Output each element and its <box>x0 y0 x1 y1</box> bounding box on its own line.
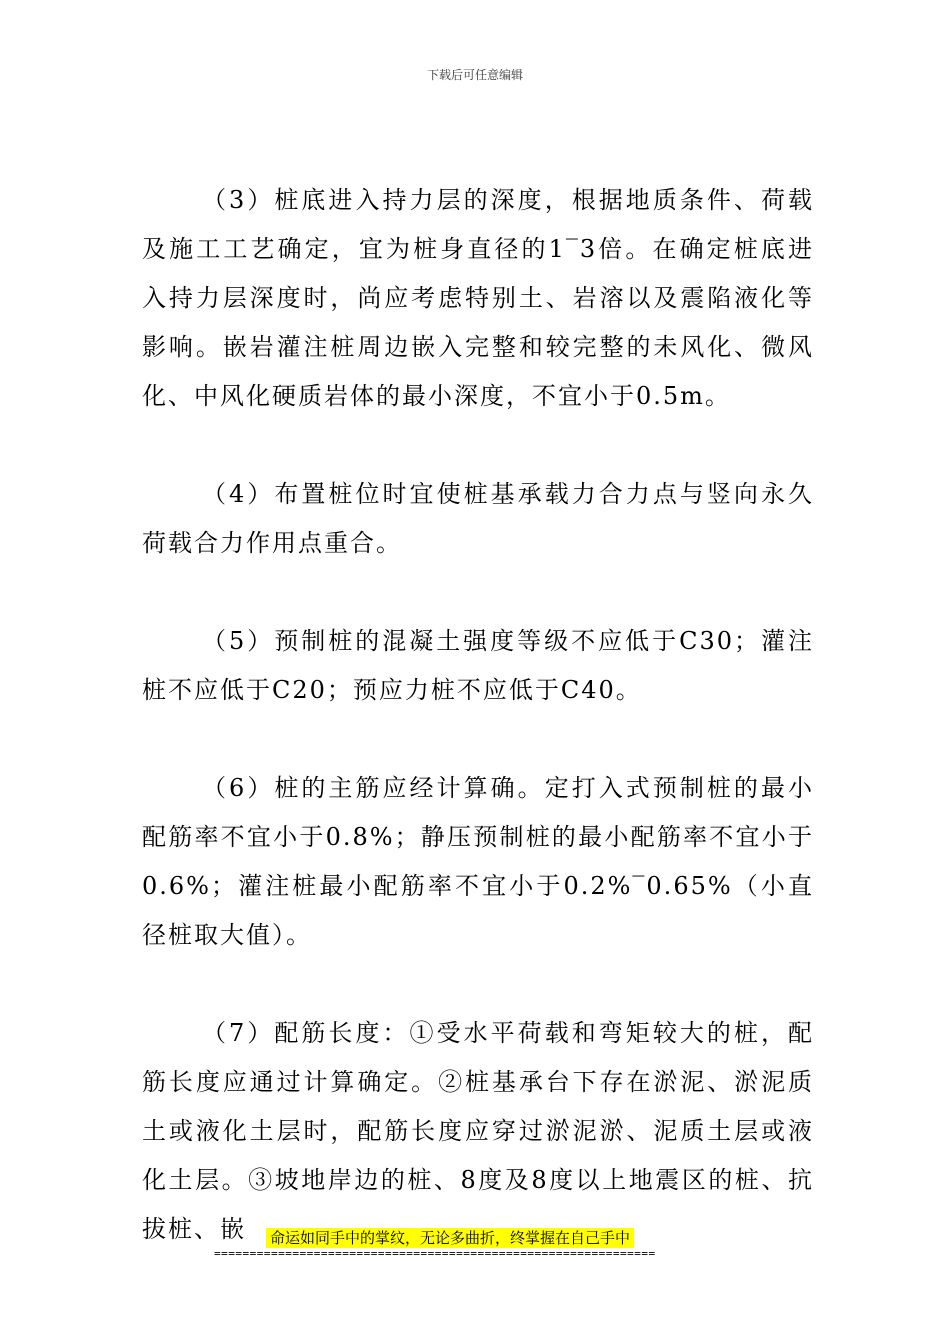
footer-divider: ============================================================== <box>214 1247 656 1260</box>
paragraph-3: （3）桩底进入持力层的深度，根据地质条件、荷载及施工工艺确定，宜为桩身直径的1‾3倍。在确定桩底进入持力层深度时，尚应考虑特别土、岩溶以及震陷液化等影响。嵌岩灌注桩周边嵌入完整和较完整的未风化、微风化、中风化硬质岩体的最小深度，不宜小于0.5m。 <box>142 186 814 410</box>
footer-motto-banner: 命运如同手中的掌纹，无论多曲折，终掌握在自己手中 <box>266 1228 634 1248</box>
document-body <box>142 176 814 1254</box>
paragraph-6: （6）桩的主筋应经计算确。定打入式预制桩的最小配筋率不宜小于0.8%；静压预制桩的最小配筋率不宜小于0.6%；灌注桩最小配筋率不宜小于0.2%‾0.65%（小直径桩取大值）。 <box>142 774 814 949</box>
paragraph-5: （5）预制桩的混凝土强度等级不应低于C30；灌注桩不应低于C20；预应力桩不应低于C40。 <box>142 627 814 704</box>
paragraph-7: （7）配筋长度：①受水平荷载和弯矩较大的桩，配筋长度应通过计算确定。②桩基承台下存在淤泥、淤泥质土或液化土层时，配筋长度应穿过淤泥淤、泥质土层或液化土层。③坡地岸边的桩、8度及8度以上地震区的桩、抗拔桩、嵌 <box>142 1019 814 1243</box>
header-note: 下载后可任意编辑 <box>426 68 523 82</box>
paragraph-4: （4）布置桩位时宜使桩基承载力合力点与竖向永久荷载合力作用点重合。 <box>142 480 814 557</box>
